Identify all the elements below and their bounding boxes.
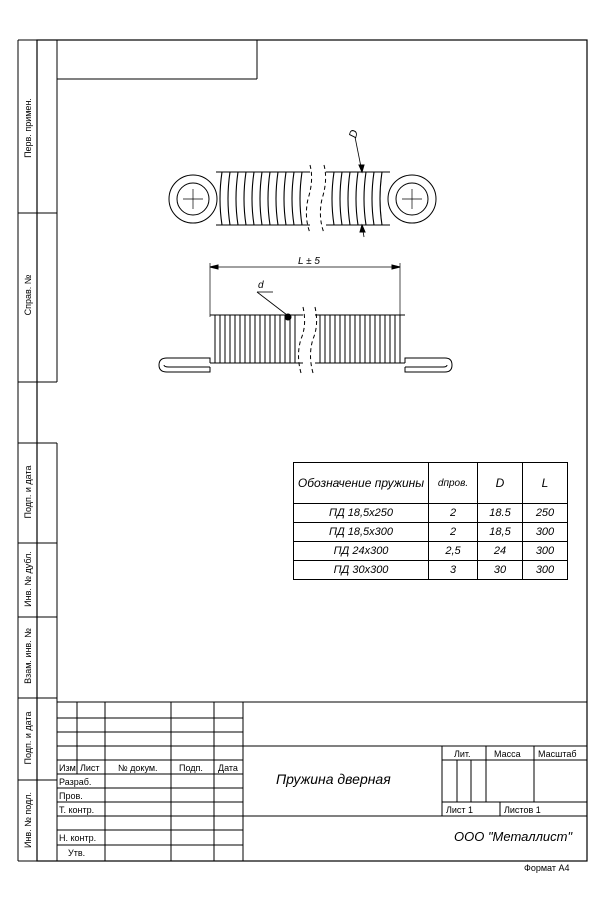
sheet-label: Лист 1 [446, 805, 474, 815]
header-wire-diameter: dпров. [429, 463, 478, 504]
side-label-perv-primen: Перв. примен. [23, 98, 33, 158]
side-label-vzam-inv: Взам. инв. № [23, 628, 33, 684]
col-izm: Изм. [59, 763, 79, 773]
cell-coil-diameter: 24 [478, 542, 523, 561]
drawing-title: Пружина дверная [276, 771, 391, 787]
row-t-kontr: Т. контр. [59, 805, 95, 815]
row-prov: Пров. [59, 791, 83, 801]
format-label: Формат А4 [524, 863, 570, 873]
row-n-kontr: Н. контр. [59, 833, 97, 843]
dim-D-label: D [347, 128, 361, 140]
lit-label: Лит. [454, 749, 471, 759]
masshtab-label: Масштаб [538, 749, 577, 759]
cell-wire-diameter: 2 [429, 523, 478, 542]
row-razrab: Разраб. [59, 777, 92, 787]
cell-length: 300 [523, 523, 568, 542]
cell-designation: ПД 24х300 [294, 542, 429, 561]
col-list: Лист [80, 763, 100, 773]
header-designation: Обозначение пружины [294, 463, 429, 504]
side-label-sprav-no: Справ. № [23, 274, 33, 316]
dim-d-label: d [258, 280, 264, 291]
cell-length: 300 [523, 542, 568, 561]
cell-coil-diameter: 30 [478, 561, 523, 580]
cell-designation: ПД 18,5х250 [294, 504, 429, 523]
massa-label: Масса [494, 749, 521, 759]
header-length: L [523, 463, 568, 504]
cell-length: 250 [523, 504, 568, 523]
side-label-podp-data: Подп. и дата [23, 465, 33, 519]
cell-coil-diameter: 18,5 [478, 523, 523, 542]
company-name: ООО "Металлист" [454, 829, 573, 844]
row-utv: Утв. [68, 848, 86, 858]
dim-L-label: L ± 5 [298, 256, 320, 267]
cell-wire-diameter: 3 [429, 561, 478, 580]
col-data: Дата [218, 763, 238, 773]
cell-wire-diameter: 2,5 [429, 542, 478, 561]
side-label-inv-dubl: Инв. № дубл. [23, 551, 33, 607]
side-label-inv-podl: Инв. № подл. [23, 791, 33, 849]
cell-length: 300 [523, 561, 568, 580]
cell-wire-diameter: 2 [429, 504, 478, 523]
cell-coil-diameter: 18.5 [478, 504, 523, 523]
col-dokum: № докум. [118, 763, 158, 773]
side-label-podp-data-2: Подп. и дата [23, 711, 33, 765]
col-podp: Подп. [179, 763, 203, 773]
cell-designation: ПД 18,5х300 [294, 523, 429, 542]
header-coil-diameter: D [478, 463, 523, 504]
cell-designation: ПД 30х300 [294, 561, 429, 580]
sheets-total-label: Листов 1 [504, 805, 541, 815]
